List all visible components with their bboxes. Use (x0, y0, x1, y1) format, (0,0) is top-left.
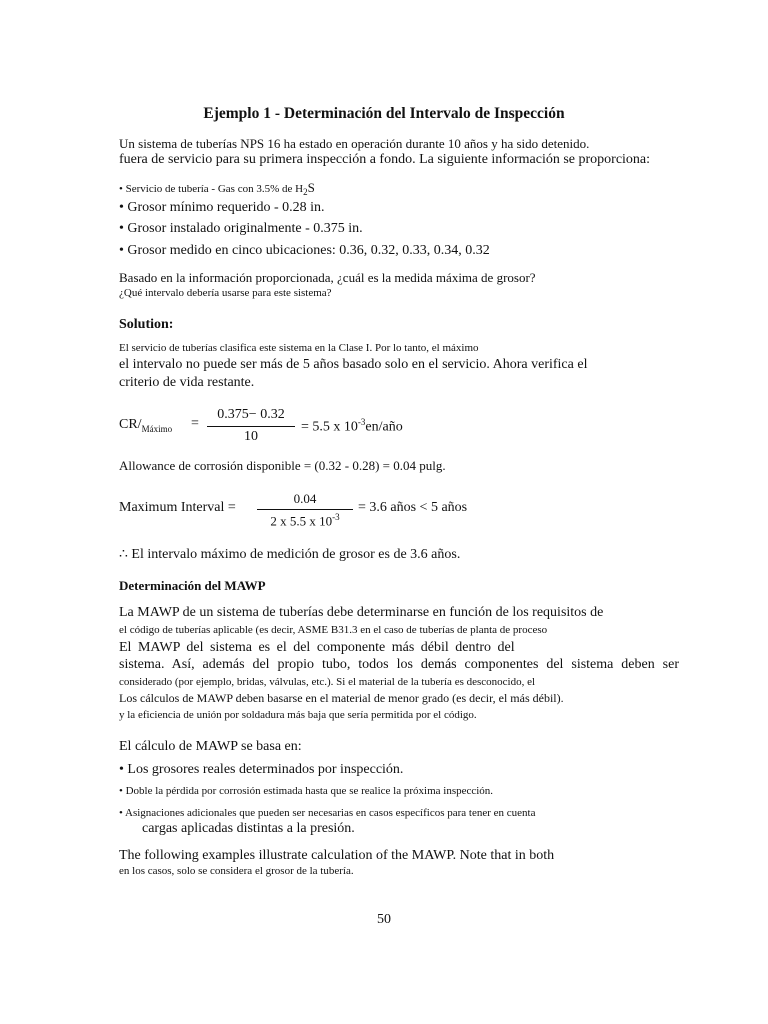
eq2-numerator: 0.04 (293, 491, 317, 506)
bullet-service-text: • Servicio de tubería - Gas con 3.5% de H (119, 183, 304, 195)
eq1-fraction-bar (207, 426, 295, 427)
bullet-service (119, 180, 315, 197)
eq1-lhs-text: CR/ (119, 417, 142, 432)
solution-line-3: criterio de vida restante. (119, 375, 255, 390)
bullet-min-thickness: • Grosor mínimo requerido - 0.28 in. (119, 200, 325, 215)
corrosion-allowance: Allowance de corrosión disponible = (0.32 - 0.28) = 0.04 pulg. (119, 458, 446, 473)
mawp-item-allowances-line-1: • Asignaciones adicionales que pueden ser necesarias en casos específicos para tener en cuenta (119, 807, 536, 819)
eq1-lhs-subscript: Máximo (141, 423, 173, 434)
solution-heading: Solution: (119, 317, 174, 332)
eq1-result (301, 417, 403, 436)
eq1-result-exponent: -3 (357, 417, 366, 427)
eq1-result-unit: en/año (365, 419, 403, 435)
solution-line-1: El servicio de tuberías clasifica este sistema en la Clase I. Por lo tanto, el máximo (119, 342, 479, 354)
eq1-equals: = (191, 416, 199, 431)
examples-line-1: The following examples illustrate calculation of the MAWP. Note that in both (119, 848, 555, 863)
solution-line-2: el intervalo no puede ser más de 5 años basado solo en el servicio. Ahora verifica el (119, 357, 588, 372)
bullet-measured-thickness: • Grosor medido en cinco ubicaciones: 0.36, 0.32, 0.33, 0.34, 0.32 (119, 243, 490, 258)
mawp-paragraph-line-7: y la eficiencia de unión por soldadura más baja que sería permitida por el código. (119, 709, 477, 721)
eq2-denominator-text: 2 x 5.5 x 10 (270, 513, 333, 529)
bullet-service-subscript: 2 (303, 187, 308, 198)
bullet-original-thickness: • Grosor instalado originalmente - 0.375 in. (119, 221, 363, 236)
mawp-item-allowances-line-2: cargas aplicadas distintas a la presión. (142, 821, 355, 836)
page-number: 50 (377, 912, 391, 927)
mawp-paragraph-line-4: sistema. Así, además del propio tubo, todos los demás componentes del sistema deben ser (119, 657, 679, 672)
mawp-paragraph-line-3: El MAWP del sistema es el del componente más débil dentro del (119, 640, 515, 655)
eq2-denominator-exponent: -3 (332, 512, 340, 522)
page-title: Ejemplo 1 - Determinación del Intervalo de Inspección (203, 105, 565, 122)
intro-line-2: fuera de servicio para su primera inspección a fondo. La siguiente información se proporciona: (119, 152, 651, 167)
mawp-item-corrosion: • Doble la pérdida por corrosión estimada hasta que se realice la próxima inspección. (119, 785, 494, 797)
eq1-denominator: 10 (244, 429, 258, 444)
eq1-numerator: 0.375− 0.32 (217, 407, 285, 422)
mawp-heading: Determinación del MAWP (119, 578, 266, 593)
eq2-result: = 3.6 años < 5 años (358, 500, 468, 515)
intro-line-1: Un sistema de tuberías NPS 16 ha estado en operación durante 10 años y ha sido detenido. (119, 136, 590, 151)
mawp-basis: El cálculo de MAWP se basa en: (119, 739, 302, 754)
mawp-item-thickness: • Los grosores reales determinados por inspección. (119, 762, 404, 777)
eq2-denominator (256, 512, 354, 529)
bullet-service-suffix: S (307, 180, 315, 195)
eq2-fraction-bar (257, 509, 353, 510)
mawp-paragraph-line-6: Los cálculos de MAWP deben basarse en el material de menor grado (es decir, el más débil). (119, 691, 564, 705)
mawp-paragraph-line-2: el código de tuberías aplicable (es decir, ASME B31.3 en el caso de tuberías de planta de proceso (119, 624, 548, 636)
examples-line-2: en los casos, solo se considera el grosor de la tubería. (119, 865, 354, 877)
mawp-paragraph-line-5: considerado (por ejemplo, bridas, válvulas, etc.). Si el material de la tubería es desconocido, el (119, 676, 536, 688)
eq2-lhs: Maximum Interval = (119, 500, 236, 515)
conclusion: ∴ El intervalo máximo de medición de grosor es de 3.6 años. (119, 547, 461, 562)
eq1-lhs (119, 417, 172, 434)
mawp-paragraph-line-1: La MAWP de un sistema de tuberías debe determinarse en función de los requisitos de (119, 605, 604, 620)
eq1-result-text: = 5.5 x 10 (301, 419, 358, 435)
question-line-2: ¿Qué intervalo debería usarse para este sistema? (119, 287, 332, 299)
question-line-1: Basado en la información proporcionada, ¿cuál es la medida máxima de grosor? (119, 270, 536, 285)
